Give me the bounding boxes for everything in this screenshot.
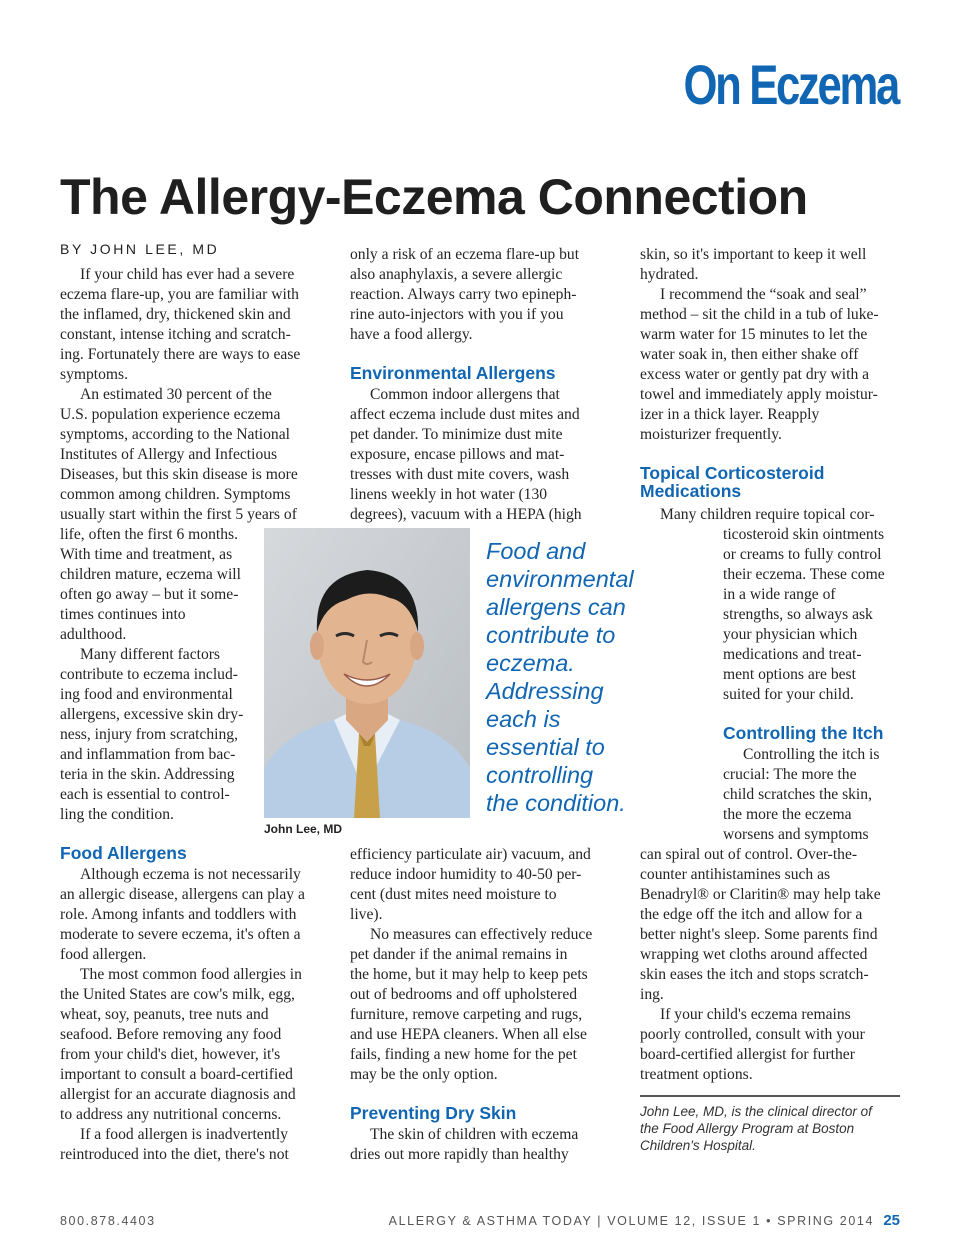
text-line: reaction. Always carry two epineph-: [350, 286, 577, 303]
pull-quote-line: allergens can: [486, 594, 626, 620]
text-line: Diseases, but this skin disease is more: [60, 466, 298, 483]
text-line: ing.: [640, 986, 664, 1003]
text-line: moisturizer frequently.: [640, 426, 782, 443]
text-line: hydrated.: [640, 266, 699, 283]
pull-quote-line: the condition.: [486, 790, 626, 816]
heading-preventing-dry-skin: Preventing Dry Skin: [350, 1103, 517, 1123]
text-line: U.S. population experience eczema: [60, 406, 281, 423]
text-line: moderate to severe eczema, it's often a: [60, 926, 301, 943]
text-line: each is essential to control-: [60, 786, 230, 803]
pull-quote-line: Food and: [486, 538, 586, 564]
text-line: have a food allergy.: [350, 326, 473, 343]
text-line: No measures can effectively reduce: [370, 926, 593, 943]
text-line: or creams to fully control: [723, 546, 882, 563]
text-line: Although eczema is not necessarily: [80, 866, 301, 883]
text-line: their eczema. These come: [723, 566, 885, 583]
section-label: On Eczema: [683, 53, 898, 116]
author-photo: [264, 528, 470, 818]
text-line: excess water or gently pat dry with a: [640, 366, 870, 383]
text-line: and inflammation from bac-: [60, 746, 236, 763]
text-line: the edge off the itch and allow for a: [640, 906, 863, 923]
text-line: suited for your child.: [723, 686, 854, 703]
text-line: times continues into: [60, 606, 186, 623]
text-line: Common indoor allergens that: [370, 386, 560, 403]
text-line: often go away – but it some-: [60, 586, 239, 603]
text-line: also anaphylaxis, a severe allergic: [350, 266, 563, 283]
pull-quote-line: contribute to: [486, 622, 616, 648]
footer-phone: 800.878.4403: [60, 1214, 156, 1228]
text-line: adulthood.: [60, 626, 127, 643]
text-line: Institutes of Allergy and Infectious: [60, 446, 278, 463]
text-line: wrapping wet cloths around affected: [640, 946, 868, 963]
col3-itch-wide-text: [640, 845, 881, 1085]
pull-quote-line: essential to: [486, 734, 605, 760]
pull-quote-line: each is: [486, 706, 561, 732]
text-line: crucial: The more the: [723, 766, 857, 783]
heading-environmental-allergens: Environmental Allergens: [350, 363, 556, 383]
pull-quote-line: Addressing: [486, 678, 604, 704]
text-line: If your child's eczema remains: [660, 1006, 851, 1023]
text-line: ing. Fortunately there are ways to ease: [60, 346, 301, 363]
text-line: board-certified allergist for further: [640, 1046, 855, 1063]
text-line: izer in a thick layer. Reapply: [640, 406, 820, 423]
text-line: affect eczema include dust mites and: [350, 406, 580, 423]
text-line: treatment options.: [640, 1066, 753, 1083]
heading-line: Topical Corticosteroid: [640, 463, 825, 483]
text-line: towel and immediately apply moistur-: [640, 386, 878, 403]
text-line: child scratches the skin,: [723, 786, 872, 803]
text-line: from your child's diet, however, it's: [60, 1046, 281, 1063]
text-line: exposure, encase pillows and mat-: [350, 446, 565, 463]
text-line: the United States are cow's milk, egg,: [60, 986, 295, 1003]
col2-dry-text: [350, 1125, 578, 1165]
text-line: efficiency particulate air) vacuum, and: [350, 846, 591, 863]
text-line: I recommend the “soak and seal”: [660, 286, 867, 303]
col3-topical-text: [723, 525, 885, 705]
text-line: fails, finding a new home for the pet: [350, 1046, 577, 1063]
text-line: contribute to eczema includ-: [60, 666, 238, 683]
text-line: can spiral out of control. Over-the-: [640, 846, 858, 863]
article-title: The Allergy-Eczema Connection: [60, 169, 808, 225]
text-line: furniture, remove carpeting and rugs,: [350, 1006, 583, 1023]
text-line: life, often the first 6 months.: [60, 526, 238, 543]
text-line: only a risk of an eczema flare-up but: [350, 246, 580, 263]
text-line: out of bedrooms and off upholstered: [350, 986, 578, 1003]
text-line: symptoms.: [60, 366, 129, 383]
text-line: strengths, so always ask: [723, 606, 873, 623]
text-line: ticosteroid skin ointments: [723, 526, 885, 543]
bio-line: the Food Allergy Program at Boston: [640, 1121, 855, 1136]
text-line: dries out more rapidly than healthy: [350, 1146, 569, 1163]
author-bio: [640, 1103, 872, 1154]
page-number: 25: [883, 1212, 900, 1229]
text-line: rine auto-injectors with you if you: [350, 306, 564, 323]
heading-topical-corticosteroid: [640, 464, 824, 500]
text-line: wheat, soy, peanuts, tree nuts and: [60, 1006, 269, 1023]
text-line: worsens and symptoms: [723, 826, 869, 843]
text-line: symptoms, according to the National: [60, 426, 290, 443]
text-line: warm water for 15 minutes to let the: [640, 326, 868, 343]
bio-line: John Lee, MD, is the clinical director of: [640, 1104, 872, 1119]
text-line: and use HEPA cleaners. When all else: [350, 1026, 587, 1043]
bio-line: Children's Hospital.: [640, 1138, 756, 1153]
col3-top-text: [640, 245, 879, 445]
text-line: seafood. Before removing any food: [60, 1026, 282, 1043]
text-line: The most common food allergies in: [80, 966, 302, 983]
text-line: children mature, eczema will: [60, 566, 241, 583]
text-line: food allergen.: [60, 946, 147, 963]
text-line: your physician which: [723, 626, 858, 643]
text-line: in a wide range of: [723, 586, 836, 603]
text-line: reduce indoor humidity to 40-50 per-: [350, 866, 582, 883]
text-line: teria in the skin. Addressing: [60, 766, 235, 783]
heading-food-allergens: Food Allergens: [60, 843, 187, 863]
text-line: ness, injury from scratching,: [60, 726, 238, 743]
text-line: may be the only option.: [350, 1066, 498, 1083]
text-line: method – sit the child in a tub of luke-: [640, 306, 879, 323]
text-line: medications and treat-: [723, 646, 862, 663]
text-line: usually start within the first 5 years of: [60, 506, 297, 523]
pull-quote-line: environmental: [486, 566, 634, 592]
text-line: Benadryl® or Claritin® may help take: [640, 886, 881, 903]
text-line: common among children. Symptoms: [60, 486, 291, 503]
text-line: water soak in, then either shake off: [640, 346, 859, 363]
text-line: allergens, excessive skin dry-: [60, 706, 244, 723]
text-line: allergist for an accurate diagnosis and: [60, 1086, 296, 1103]
pull-quote: [486, 537, 634, 817]
text-line: If your child has ever had a severe: [80, 266, 295, 283]
text-line: degrees), vacuum with a HEPA (high: [350, 506, 582, 523]
text-line: skin, so it's important to keep it well: [640, 246, 867, 263]
col3-itch-narrow-text: [723, 745, 879, 845]
text-line: the home, but it may help to keep pets: [350, 966, 588, 983]
col2-env-text: [350, 385, 582, 525]
text-line: the more the eczema: [723, 806, 852, 823]
col2-env-cont-text: [350, 845, 592, 1085]
text-line: skin eases the itch and stops scratch-: [640, 966, 869, 983]
text-line: linens weekly in hot water (130: [350, 486, 548, 503]
text-line: better night's sleep. Some parents find: [640, 926, 878, 943]
text-line: important to consult a board-certified: [60, 1066, 293, 1083]
text-line: poorly controlled, consult with your: [640, 1026, 865, 1043]
text-line: the inflamed, dry, thickened skin and: [60, 306, 291, 323]
pull-quote-line: controlling: [486, 762, 594, 788]
text-line: ment options are best: [723, 666, 856, 683]
text-line: ing food and environmental: [60, 686, 233, 703]
col2-top-text: [350, 245, 579, 345]
text-line: reintroduced into the diet, there's not: [60, 1146, 289, 1163]
author-portrait-graphic: [264, 528, 470, 818]
byline: BY JOHN LEE, MD: [60, 241, 220, 257]
text-line: pet dander. To minimize dust mite: [350, 426, 563, 443]
text-line: If a food allergen is inadvertently: [80, 1126, 288, 1143]
photo-caption: John Lee, MD: [264, 822, 343, 836]
text-line: cent (dust mites need moisture to: [350, 886, 557, 903]
pull-quote-line: eczema.: [486, 650, 575, 676]
text-line: pet dander if the animal remains in: [350, 946, 568, 963]
text-line: an allergic disease, allergens can play a: [60, 886, 305, 903]
text-line: tresses with dust mite covers, wash: [350, 466, 570, 483]
heading-controlling-the-itch: Controlling the Itch: [723, 723, 884, 743]
text-line: Controlling the itch is: [743, 746, 880, 763]
col3-topical-first-line: [640, 505, 874, 525]
text-line: eczema flare-up, you are familiar with: [60, 286, 299, 303]
text-line: role. Among infants and toddlers with: [60, 906, 297, 923]
bio-divider: [640, 1095, 900, 1097]
text-line: The skin of children with eczema: [370, 1126, 579, 1143]
text-line: ling the condition.: [60, 806, 174, 823]
text-line: counter antihistamines such as: [640, 866, 831, 883]
heading-line: Medications: [640, 481, 742, 501]
text-line: With time and treatment, as: [60, 546, 233, 563]
text-line: to address any nutritional concerns.: [60, 1106, 282, 1123]
text-line: live).: [350, 906, 383, 923]
text-line: Many different factors: [80, 646, 221, 663]
col1-food-text: [60, 865, 305, 1165]
text-line: constant, intense itching and scratch-: [60, 326, 291, 343]
text-line: An estimated 30 percent of the: [80, 386, 272, 403]
text-line: Many children require topical cor-: [660, 506, 875, 523]
footer-publication: ALLERGY & ASTHMA TODAY | VOLUME 12, ISSUE 1 • SPRING 2014: [388, 1214, 874, 1228]
